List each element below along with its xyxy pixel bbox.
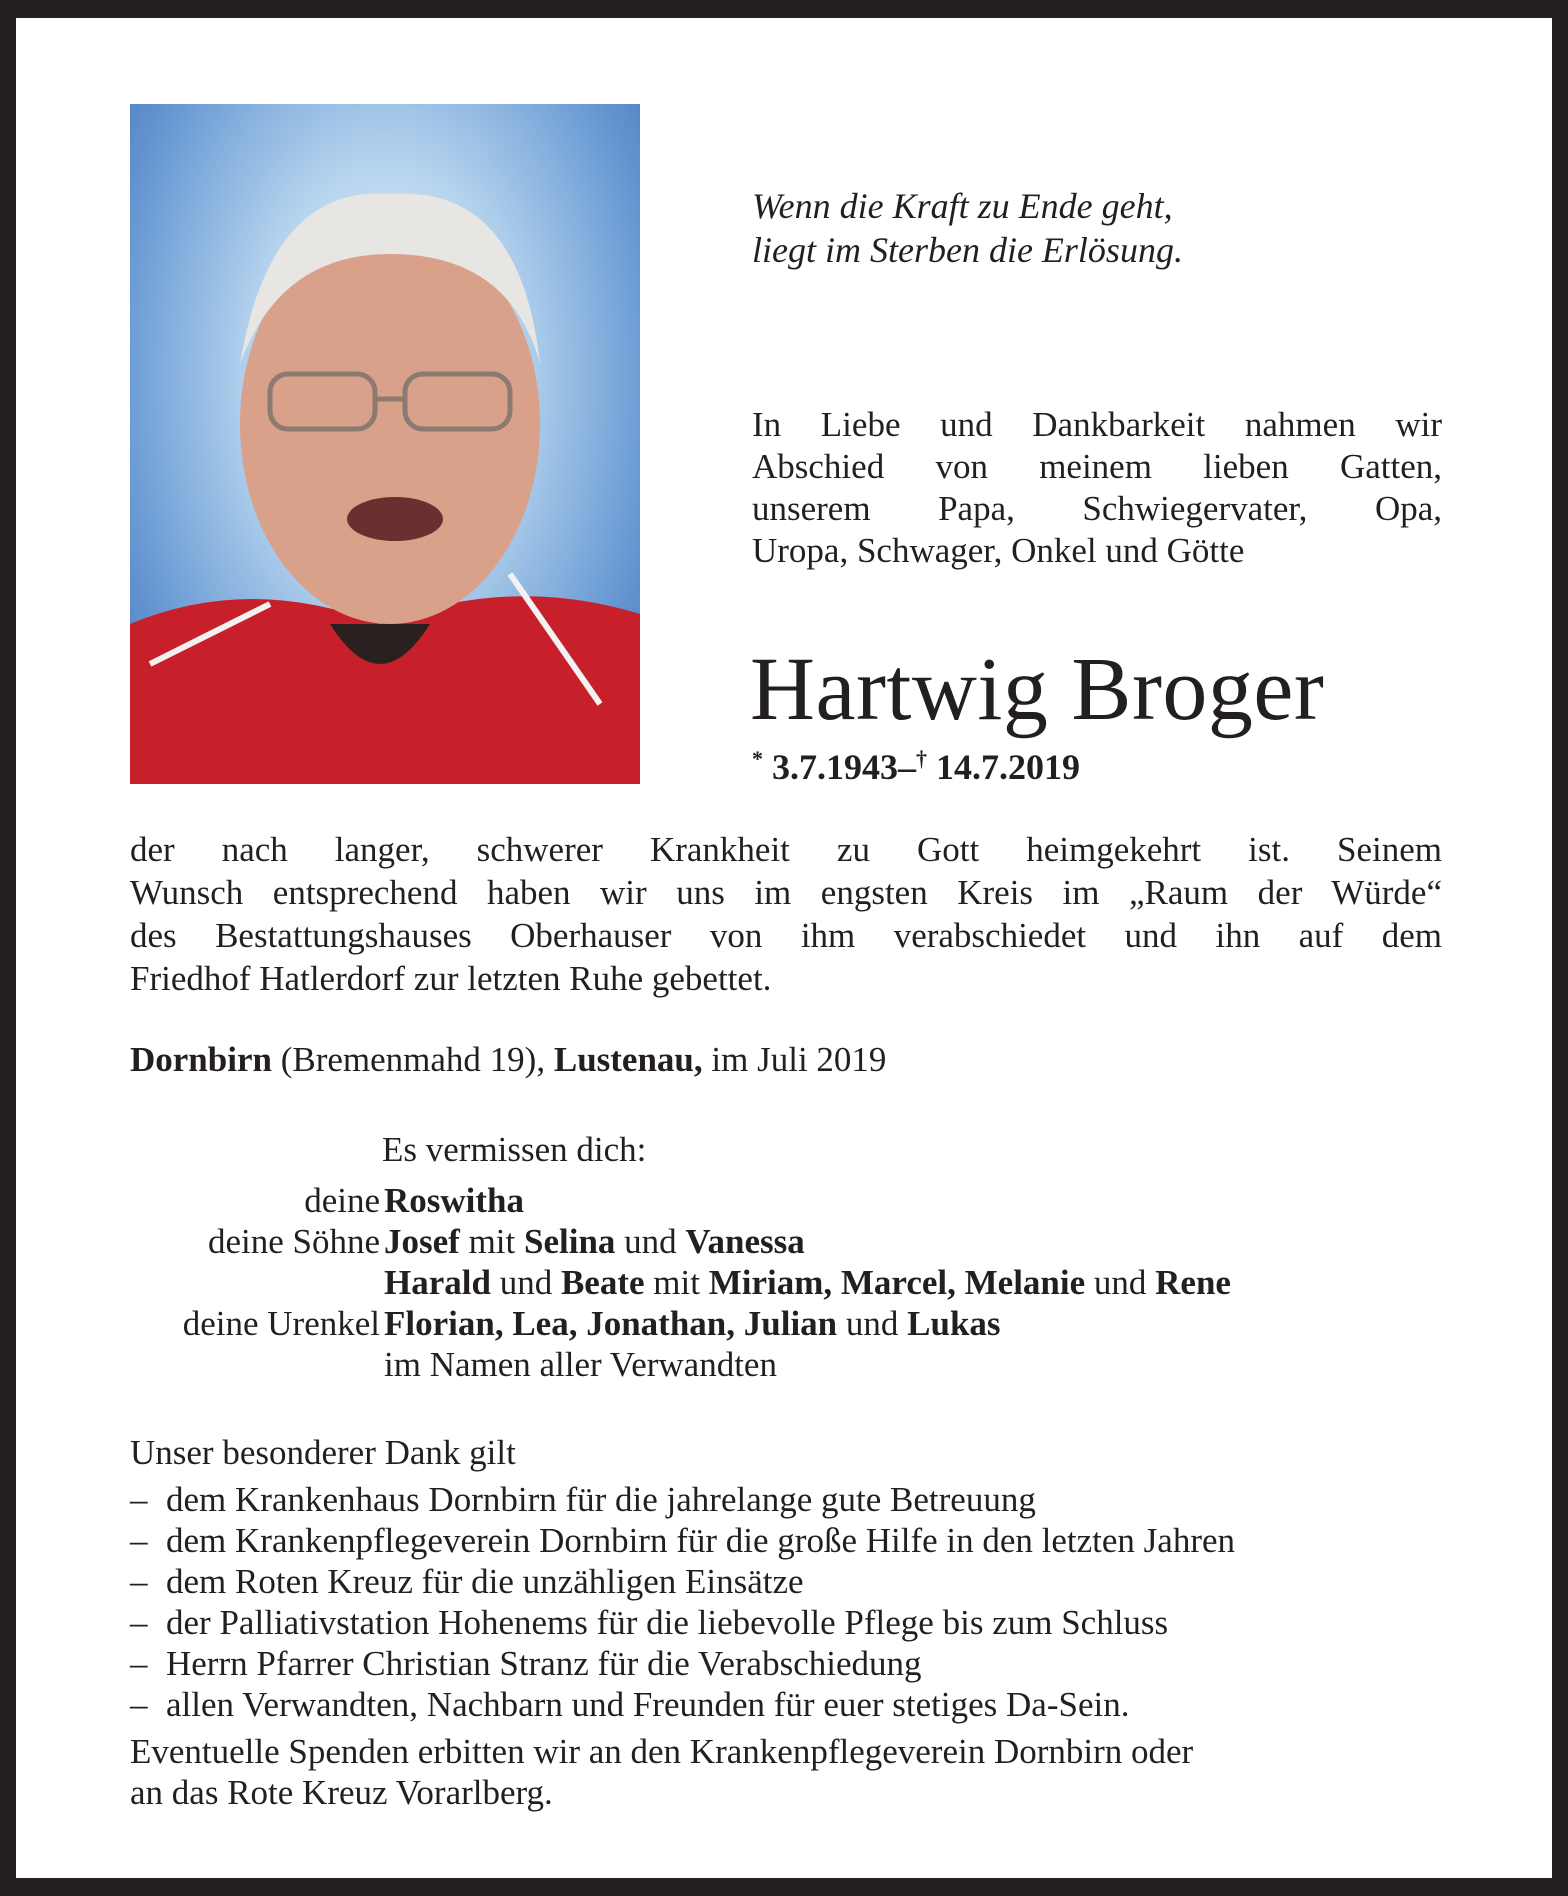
date-separator: –	[898, 747, 916, 787]
mourner-names	[384, 1262, 1231, 1303]
mourner-name: Roswitha	[384, 1181, 525, 1220]
thanks-item-text: dem Roten Kreuz für die unzähligen Einsätze	[166, 1562, 804, 1601]
mourner-name: Florian, Lea, Jonathan, Julian	[384, 1304, 838, 1343]
quote-line: liegt im Sterben die Erlösung.	[752, 230, 1183, 270]
mourner-row	[130, 1303, 1231, 1344]
connector-text: im Namen aller Verwandten	[384, 1345, 777, 1384]
dash-bullet: –	[130, 1644, 148, 1683]
thanks-item	[130, 1602, 1450, 1643]
mourner-names	[384, 1180, 524, 1221]
mourner-name: Beate	[560, 1263, 645, 1302]
body-line: Wunsch entsprechend haben wir uns im engsten Kreis im „Raum der Würde“	[130, 873, 1442, 912]
life-dates	[752, 746, 1080, 788]
thanks-item	[130, 1684, 1450, 1725]
dash-bullet: –	[130, 1521, 148, 1560]
mourner-relation: deine	[304, 1181, 380, 1220]
connector-text: mit	[644, 1263, 709, 1302]
connector-text: mit	[459, 1222, 524, 1261]
donation-line: Eventuelle Spenden erbitten wir an den Krankenpflegeverein Dornbirn oder	[130, 1732, 1194, 1771]
intro-line: Uropa, Schwager, Onkel und Götte	[752, 531, 1245, 570]
mourner-names	[384, 1221, 805, 1262]
portrait-illustration	[130, 104, 640, 784]
intro-line: unserem Papa, Schwiegervater, Opa,	[752, 489, 1442, 528]
thanks-title: Unser besonderer Dank gilt	[130, 1433, 516, 1472]
donation-line: an das Rote Kreuz Vorarlberg.	[130, 1773, 553, 1812]
intro-line: Abschied von meinem lieben Gatten,	[752, 447, 1442, 486]
city-dornbirn: Dornbirn	[130, 1040, 272, 1079]
body-text	[130, 828, 1442, 1000]
body-line: des Bestattungshauses Oberhauser von ihm verabschiedet und ihn auf dem	[130, 916, 1442, 955]
quote-line: Wenn die Kraft zu Ende geht,	[752, 186, 1173, 226]
mourner-name: Selina	[524, 1222, 616, 1261]
connector-text: und	[490, 1263, 561, 1302]
body-line: Friedhof Hatlerdorf zur letzten Ruhe gebettet.	[130, 959, 772, 998]
mourner-row	[130, 1344, 1231, 1385]
intro-line: In Liebe und Dankbarkeit nahmen wir	[752, 405, 1442, 444]
body-line: der nach langer, schwerer Krankheit zu Gott heimgekehrt ist. Seinem	[130, 830, 1442, 869]
thanks-section	[130, 1432, 1450, 1813]
thanks-item	[130, 1479, 1450, 1520]
dash-bullet: –	[130, 1562, 148, 1601]
deceased-name: Hartwig Broger	[750, 640, 1325, 739]
mourner-relation: deine Urenkel	[182, 1304, 380, 1343]
obituary-page	[16, 18, 1552, 1878]
city-lustenau: Lustenau,	[553, 1040, 703, 1079]
mourner-row	[130, 1262, 1231, 1303]
mourner-name: Josef	[384, 1222, 460, 1261]
mourner-row	[130, 1221, 1231, 1262]
thanks-item-text: Herrn Pfarrer Christian Stranz für die Verabschiedung	[166, 1644, 922, 1683]
mourner-names	[384, 1344, 777, 1385]
mourner-relation	[130, 1262, 384, 1303]
thanks-item	[130, 1561, 1450, 1602]
thanks-item-text: allen Verwandten, Nachbarn und Freunden für euer stetiges Da-Sein.	[166, 1685, 1130, 1724]
connector-text: und	[1085, 1263, 1156, 1302]
date-text: im Juli 2019	[711, 1040, 887, 1079]
mourner-name: Rene	[1155, 1263, 1231, 1302]
mourners-title: Es vermissen dich:	[382, 1130, 647, 1169]
thanks-item	[130, 1643, 1450, 1684]
dash-bullet: –	[130, 1603, 148, 1642]
mourner-name: Miriam, Marcel, Melanie	[708, 1263, 1086, 1302]
thanks-item-text: dem Krankenpflegeverein Dornbirn für die große Hilfe in den letzten Jahren	[166, 1521, 1236, 1560]
birth-date: 3.7.1943	[772, 747, 898, 787]
mourners-list	[130, 1180, 1231, 1385]
dash-bullet: –	[130, 1685, 148, 1724]
address: (Bremenmahd 19),	[280, 1040, 546, 1079]
mourner-relation	[130, 1344, 384, 1385]
connector-text: und	[837, 1304, 908, 1343]
place-date-line	[130, 1040, 886, 1080]
thanks-item	[130, 1520, 1450, 1561]
death-date: 14.7.2019	[936, 747, 1080, 787]
mourner-relation: deine Söhne	[207, 1222, 380, 1261]
mourner-name: Lukas	[907, 1304, 1001, 1343]
connector-text: und	[615, 1222, 686, 1261]
mourner-name: Vanessa	[685, 1222, 805, 1261]
portrait-photo	[130, 104, 640, 784]
intro-text	[752, 404, 1442, 572]
quote	[752, 184, 1183, 272]
thanks-item-text: dem Krankenhaus Dornbirn für die jahrelange gute Betreuung	[166, 1480, 1036, 1519]
thanks-item-text: der Palliativstation Hohenems für die liebevolle Pflege bis zum Schluss	[166, 1603, 1169, 1642]
mourner-row	[130, 1180, 1231, 1221]
dash-bullet: –	[130, 1480, 148, 1519]
donation-text	[130, 1731, 1450, 1813]
thanks-list	[130, 1479, 1450, 1725]
death-symbol: †	[916, 746, 927, 771]
mourner-name: Harald	[384, 1263, 491, 1302]
birth-symbol: *	[752, 746, 763, 771]
mourner-names	[384, 1303, 1001, 1344]
